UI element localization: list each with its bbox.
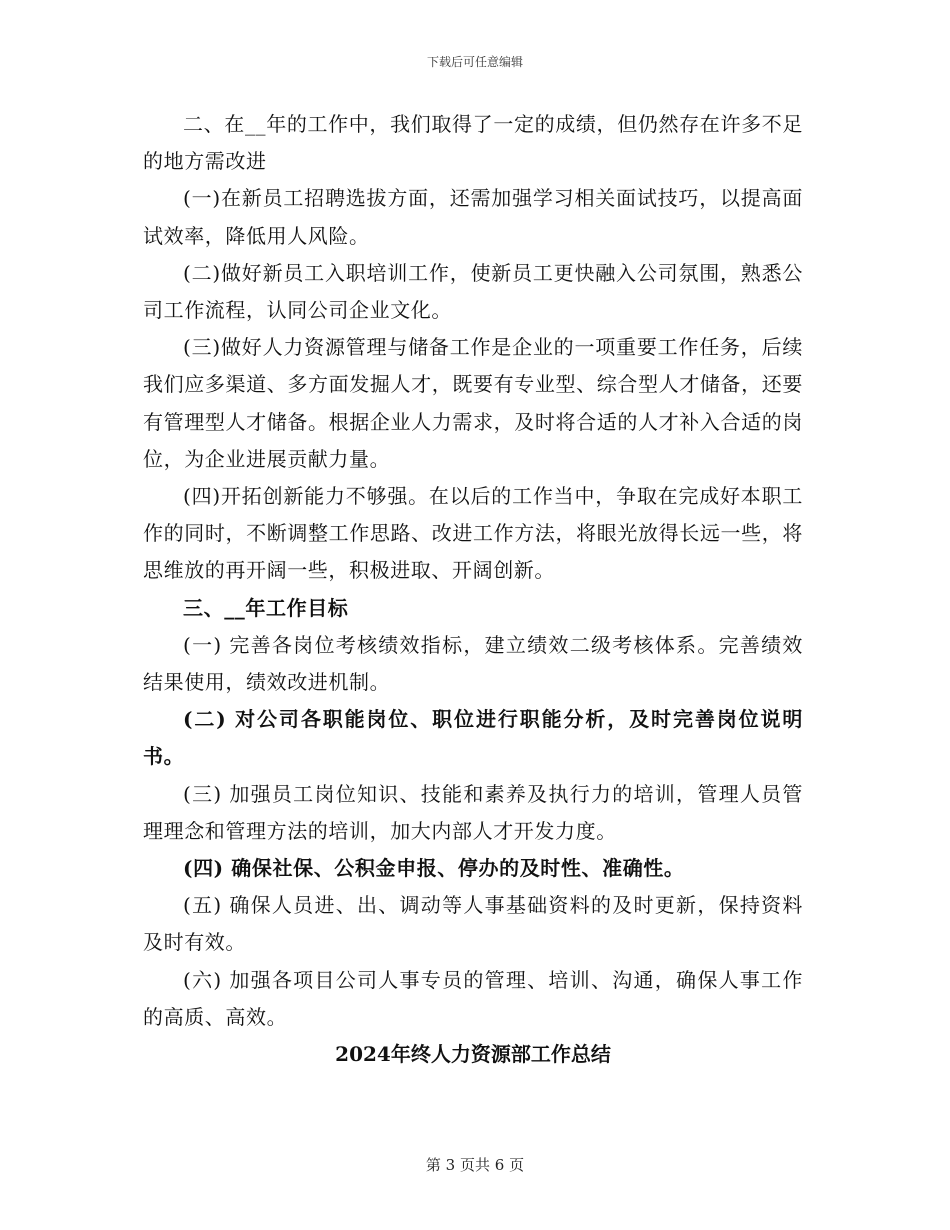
- section2-heading: 二、在__年的工作中，我们取得了一定的成绩，但仍然存在许多不足的地方需改进: [143, 112, 803, 174]
- section3-item-6: (六) 加强各项目公司人事专员的管理、培训、沟通，确保人事工作的高质、高效。: [143, 967, 803, 1029]
- page-header-note: 下载后可任意编辑: [426, 55, 523, 69]
- section3-item-3: (三) 加强员工岗位知识、技能和素养及执行力的培训，管理人员管理理念和管理方法的培训，加大内部人才开发力度。: [143, 781, 803, 843]
- section2-item-3: (三)做好人力资源管理与储备工作是企业的一项重要工作任务，后续我们应多渠道、多方面发掘人才，既要有专业型、综合型人才储备，还要有管理型人才储备。根据企业人力需求，及时将合适的人才补入合适的岗位，为企业进展贡献力量。: [143, 335, 803, 471]
- section2-item-2: (二)做好新员工入职培训工作，使新员工更快融入公司氛围，熟悉公司工作流程，认同公司企业文化。: [143, 260, 803, 323]
- section2-item-4: (四)开拓创新能力不够强。在以后的工作当中，争取在完成好本职工作的同时，不断调整工作思路、改进工作方法，将眼光放得长远一些，将思维放的再开阔一些，积极进取、开阔创新。: [143, 484, 803, 583]
- next-document-title: 2024年终人力资源部工作总结: [335, 1042, 611, 1067]
- section3-heading: 三、__年工作目标: [183, 595, 349, 620]
- section3-item-1: (一) 完善各岗位考核绩效指标，建立绩效二级考核体系。完善绩效结果使用，绩效改进机制。: [143, 632, 803, 695]
- section3-item-5: (五) 确保人员进、出、调动等人事基础资料的及时更新，保持资料及时有效。: [143, 893, 803, 955]
- page-number: 第 3 页共 6 页: [425, 1156, 525, 1174]
- document-body: [143, 106, 803, 1073]
- section3-item-2: (二) 对公司各职能岗位、职位进行职能分析，及时完善岗位说明书。: [143, 707, 803, 769]
- section2-item-1: (一)在新员工招聘选拔方面，还需加强学习相关面试技巧，以提高面试效率，降低用人风险。: [143, 186, 803, 248]
- section3-item-4: (四) 确保社保、公积金申报、停办的及时性、准确性。: [183, 856, 685, 881]
